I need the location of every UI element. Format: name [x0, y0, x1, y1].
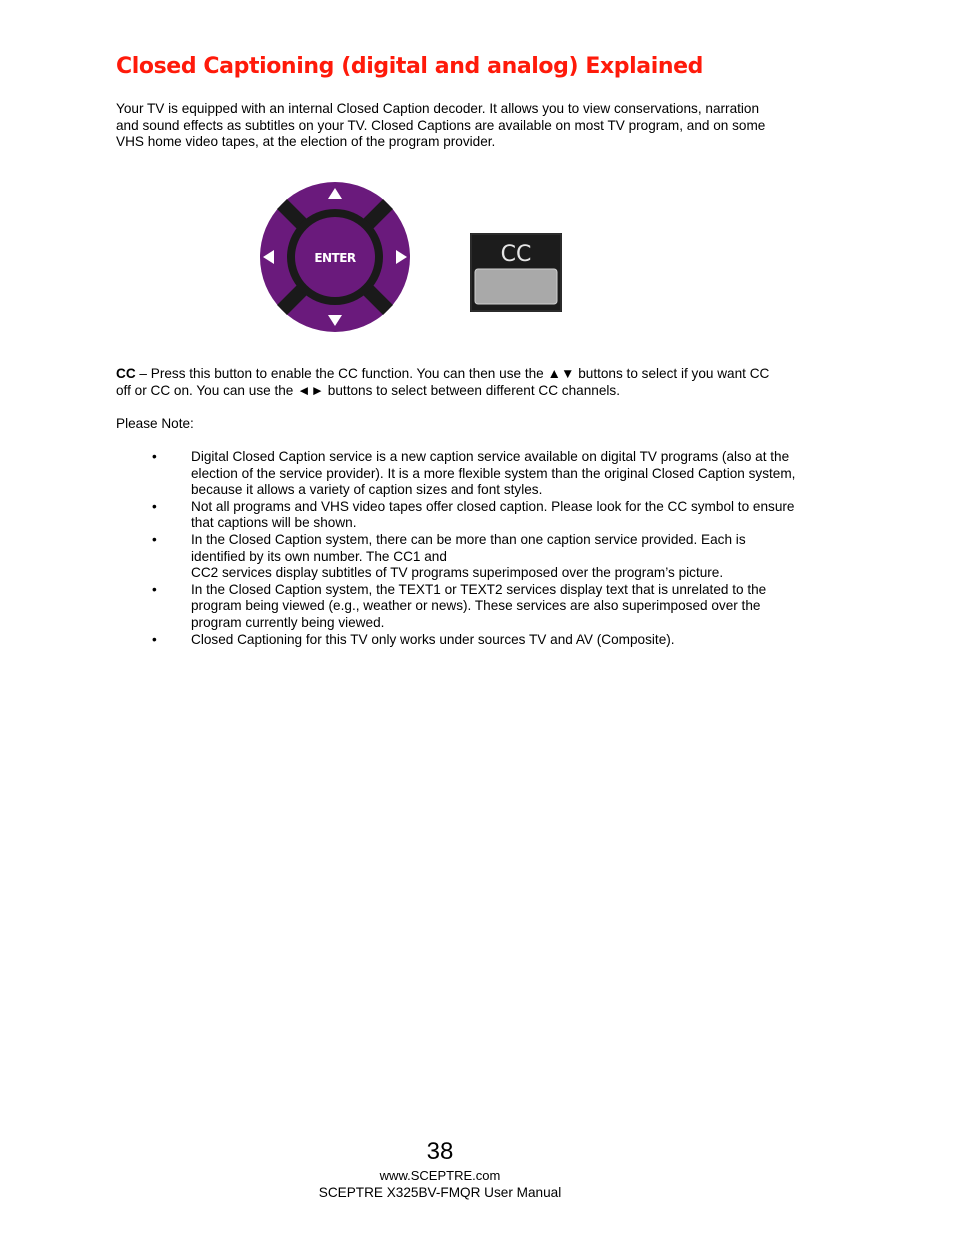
- cc-button-illustration: [470, 233, 562, 312]
- bullet-icon: •: [152, 581, 157, 597]
- footer-manual-title: SCEPTRE X325BV-FMQR User Manual: [318, 1185, 562, 1200]
- list-item: [116, 499, 796, 532]
- list-item: [116, 582, 796, 632]
- note-list: [116, 449, 796, 648]
- page-title: Closed Captioning (digital and analog) Explained: [116, 54, 704, 79]
- list-item-text: In the Closed Caption system, there can be more than one caption service provided. Each is identified by its own number. The CC1 and CC2 services display subtitles of TV programs superimposed over the program’s picture.: [191, 531, 746, 581]
- list-item-text: In the Closed Caption system, the TEXT1 or TEXT2 services display text that is unrelated to the program being viewed (e.g., weather or news). These services are also superimposed over the program currently being viewed.: [191, 581, 767, 630]
- dpad-illustration: [260, 182, 410, 332]
- note-label: Please Note:: [116, 416, 194, 431]
- page-number: 38: [426, 1138, 454, 1165]
- footer-website: www.SCEPTRE.com: [379, 1168, 501, 1183]
- list-item: [116, 632, 796, 649]
- intro-paragraph: Your TV is equipped with an internal Closed Caption decoder. It allows you to view conservations, narration and sound effects as subtitles on your TV. Closed Captions are available on most TV program, and on some VHS home video tapes, at the election of the program provider.: [116, 101, 766, 150]
- cc-text: – Press this button to enable the CC function. You can then use the ▲▼ buttons to select if you want CC off or CC on. You can use the ◄► buttons to select between different CC channels.: [116, 366, 770, 398]
- cc-description: [116, 366, 776, 399]
- enter-label: ENTER: [314, 251, 356, 265]
- bullet-icon: •: [152, 531, 157, 547]
- bullet-icon: •: [152, 498, 157, 514]
- list-item-text: Not all programs and VHS video tapes offer closed caption. Please look for the CC symbol to ensure that captions will be shown.: [191, 498, 795, 531]
- cc-key: [475, 269, 557, 304]
- cc-term: CC: [116, 366, 136, 381]
- list-item-text: Digital Closed Caption service is a new caption service available on digital TV programs (also at the election of the service provider). It is a more flexible system than the original Closed Caption system, because it allows a variety of caption sizes and font styles.: [191, 449, 796, 498]
- list-item-text: Closed Captioning for this TV only works under sources TV and AV (Composite).: [191, 631, 675, 647]
- bullet-icon: •: [152, 449, 157, 464]
- list-item: [116, 532, 796, 582]
- bullet-icon: •: [152, 631, 157, 647]
- cc-label: CC: [500, 242, 532, 267]
- list-item: [116, 449, 796, 499]
